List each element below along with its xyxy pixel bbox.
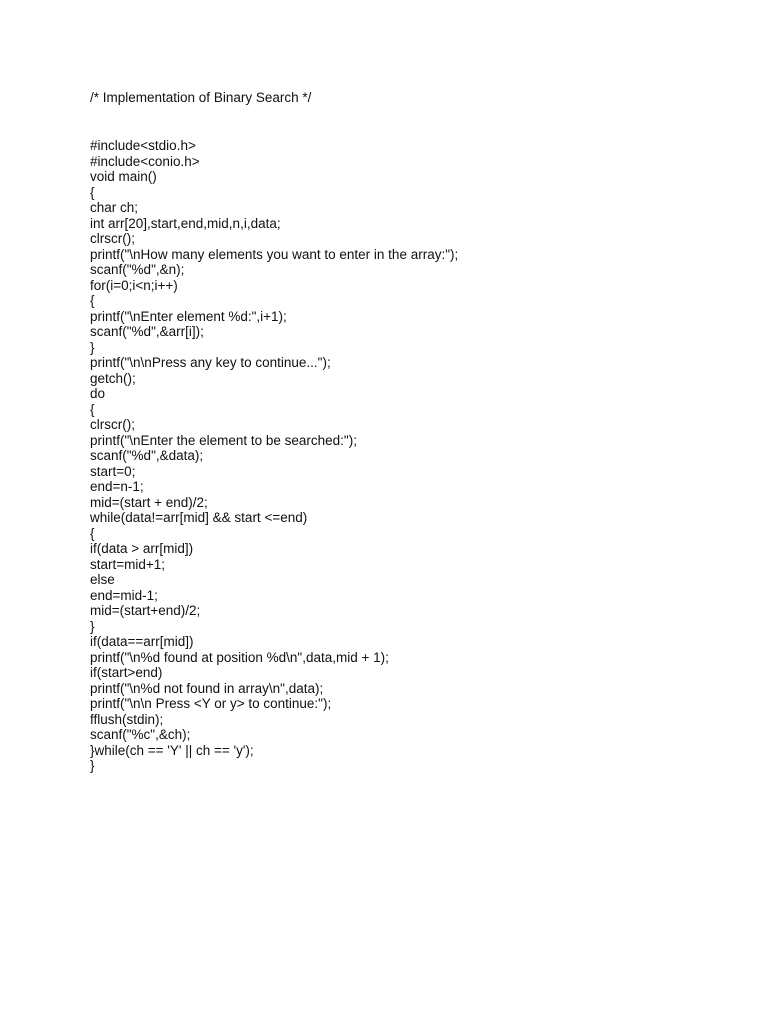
code-line: printf("\nEnter the element to be searched:");: [90, 432, 357, 448]
code-line: {: [90, 525, 95, 541]
code-line: clrscr();: [90, 417, 135, 432]
code-line: while(data!=arr[mid] && start <=end): [90, 510, 308, 525]
code-line: scanf("%d",&n);: [90, 262, 185, 277]
code-line: {: [90, 401, 95, 417]
code-line: if(data==arr[mid]): [90, 634, 194, 649]
code-line: }while(ch == 'Y' || ch == 'y');: [90, 742, 254, 758]
code-line: mid=(start+end)/2;: [90, 603, 201, 618]
code-line: if(data > arr[mid]): [90, 541, 194, 556]
code-line: end=mid-1;: [90, 587, 158, 603]
code-line: scanf("%d",&data);: [90, 448, 204, 463]
code-line: start=mid+1;: [90, 556, 166, 572]
code-line: else: [90, 572, 115, 587]
code-line: clrscr();: [90, 231, 135, 246]
document-title: /* Implementation of Binary Search */: [90, 90, 312, 105]
code-line: start=0;: [90, 463, 136, 479]
code-line: {: [90, 184, 95, 200]
code-line: }: [90, 618, 95, 634]
code-line: char ch;: [90, 200, 139, 215]
code-listing: [90, 138, 458, 774]
code-line: getch();: [90, 370, 136, 386]
code-line: #include<conio.h>: [90, 153, 200, 169]
code-line: mid=(start + end)/2;: [90, 494, 208, 510]
code-line: #include<stdio.h>: [90, 138, 196, 153]
code-line: }: [90, 758, 95, 773]
code-line: printf("\n%d found at position %d\n",data,mid + 1);: [90, 649, 389, 665]
code-line: printf("\nEnter element %d:",i+1);: [90, 308, 287, 324]
code-line: end=n-1;: [90, 479, 144, 494]
code-line: do: [90, 386, 106, 401]
code-line: fflush(stdin);: [90, 711, 164, 727]
code-line: printf("\n%d not found in array\n",data);: [90, 680, 324, 696]
code-line: printf("\n\n Press <Y or y> to continue:");: [90, 696, 332, 711]
code-line: void main(): [90, 169, 157, 184]
code-line: int arr[20],start,end,mid,n,i,data;: [90, 215, 281, 231]
code-line: for(i=0;i<n;i++): [90, 277, 178, 293]
code-line: printf("\n\nPress any key to continue...");: [90, 355, 331, 370]
code-line: scanf("%d",&arr[i]);: [90, 324, 204, 339]
code-line: }: [90, 339, 95, 355]
code-line: scanf("%c",&ch);: [90, 727, 191, 742]
code-line: if(start>end): [90, 665, 163, 680]
code-line: printf("\nHow many elements you want to enter in the array:");: [90, 246, 459, 262]
code-line: {: [90, 293, 95, 308]
